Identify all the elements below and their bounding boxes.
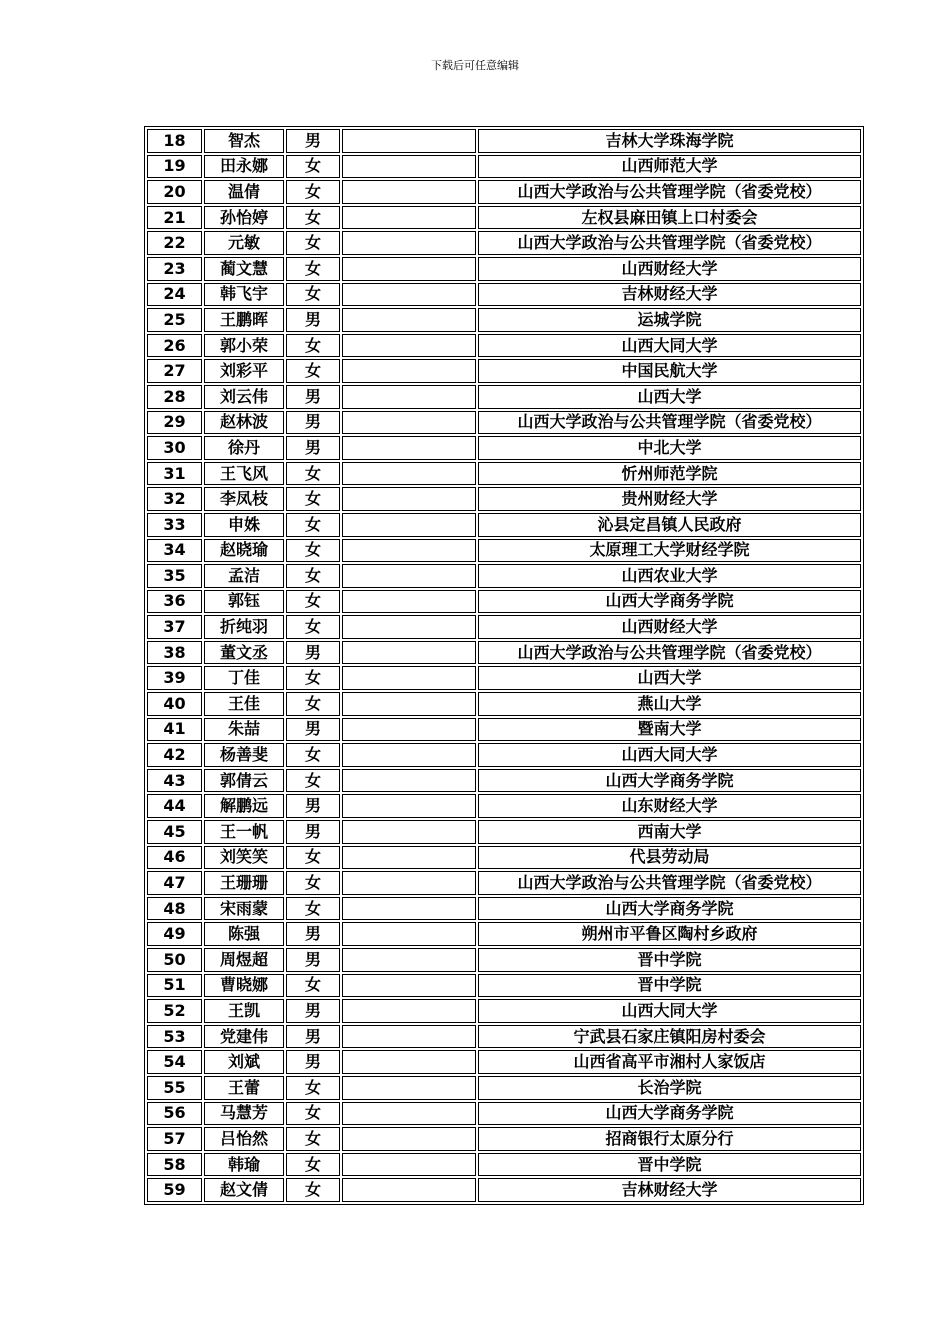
table-row — [147, 1102, 861, 1126]
organization-cell: 吉林大学珠海学院 — [478, 129, 861, 153]
name-cell: 智杰 — [204, 129, 284, 153]
name-cell: 王珊珊 — [204, 871, 284, 895]
name-cell: 党建伟 — [204, 1025, 284, 1049]
row-number-cell: 22 — [147, 231, 202, 255]
name-cell: 王飞风 — [204, 462, 284, 486]
table-row — [147, 743, 861, 767]
table-row — [147, 359, 861, 383]
blank-cell — [342, 769, 476, 793]
table-row — [147, 846, 861, 870]
blank-cell — [342, 206, 476, 230]
roster-table-container — [144, 126, 864, 1205]
name-cell: 解鹏远 — [204, 794, 284, 818]
row-number-cell: 54 — [147, 1050, 202, 1074]
row-number-cell: 59 — [147, 1178, 202, 1202]
blank-cell — [342, 411, 476, 435]
table-row — [147, 897, 861, 921]
table-row — [147, 641, 861, 665]
gender-cell: 女 — [286, 666, 340, 690]
blank-cell — [342, 180, 476, 204]
gender-cell: 女 — [286, 974, 340, 998]
organization-cell: 山西大同大学 — [478, 743, 861, 767]
gender-cell: 女 — [286, 487, 340, 511]
blank-cell — [342, 820, 476, 844]
name-cell: 韩飞宇 — [204, 283, 284, 307]
table-row — [147, 129, 861, 153]
row-number-cell: 40 — [147, 692, 202, 716]
row-number-cell: 25 — [147, 308, 202, 332]
blank-cell — [342, 743, 476, 767]
organization-cell: 贵州财经大学 — [478, 487, 861, 511]
gender-cell: 女 — [286, 769, 340, 793]
organization-cell: 朔州市平鲁区陶村乡政府 — [478, 922, 861, 946]
table-row — [147, 718, 861, 742]
gender-cell: 男 — [286, 1025, 340, 1049]
organization-cell: 山西大学政治与公共管理学院（省委党校） — [478, 411, 861, 435]
row-number-cell: 18 — [147, 129, 202, 153]
row-number-cell: 30 — [147, 436, 202, 460]
name-cell: 马慧芳 — [204, 1102, 284, 1126]
gender-cell: 女 — [286, 257, 340, 281]
organization-cell: 山西农业大学 — [478, 564, 861, 588]
table-row — [147, 308, 861, 332]
name-cell: 蔺文慧 — [204, 257, 284, 281]
table-row — [147, 487, 861, 511]
name-cell: 郭钰 — [204, 590, 284, 614]
row-number-cell: 41 — [147, 718, 202, 742]
gender-cell: 男 — [286, 999, 340, 1023]
gender-cell: 女 — [286, 180, 340, 204]
name-cell: 赵晓瑜 — [204, 539, 284, 563]
gender-cell: 女 — [286, 897, 340, 921]
table-row — [147, 257, 861, 281]
gender-cell: 女 — [286, 590, 340, 614]
gender-cell: 男 — [286, 385, 340, 409]
blank-cell — [342, 1127, 476, 1151]
table-row — [147, 1127, 861, 1151]
row-number-cell: 26 — [147, 334, 202, 358]
organization-cell: 山西大学政治与公共管理学院（省委党校） — [478, 180, 861, 204]
gender-cell: 女 — [286, 1102, 340, 1126]
organization-cell: 山西师范大学 — [478, 155, 861, 179]
row-number-cell: 38 — [147, 641, 202, 665]
organization-cell: 山西大学政治与公共管理学院（省委党校） — [478, 871, 861, 895]
blank-cell — [342, 1178, 476, 1202]
blank-cell — [342, 487, 476, 511]
gender-cell: 女 — [286, 155, 340, 179]
name-cell: 赵文倩 — [204, 1178, 284, 1202]
blank-cell — [342, 564, 476, 588]
blank-cell — [342, 794, 476, 818]
row-number-cell: 53 — [147, 1025, 202, 1049]
gender-cell: 女 — [286, 743, 340, 767]
name-cell: 韩瑜 — [204, 1153, 284, 1177]
row-number-cell: 21 — [147, 206, 202, 230]
organization-cell: 山西大学政治与公共管理学院（省委党校） — [478, 641, 861, 665]
table-row — [147, 590, 861, 614]
name-cell: 朱喆 — [204, 718, 284, 742]
organization-cell: 晋中学院 — [478, 1153, 861, 1177]
organization-cell: 吉林财经大学 — [478, 1178, 861, 1202]
row-number-cell: 20 — [147, 180, 202, 204]
gender-cell: 女 — [286, 359, 340, 383]
blank-cell — [342, 155, 476, 179]
blank-cell — [342, 1076, 476, 1100]
name-cell: 王佳 — [204, 692, 284, 716]
gender-cell: 女 — [286, 564, 340, 588]
blank-cell — [342, 897, 476, 921]
organization-cell: 太原理工大学财经学院 — [478, 539, 861, 563]
organization-cell: 忻州师范学院 — [478, 462, 861, 486]
organization-cell: 吉林财经大学 — [478, 283, 861, 307]
organization-cell: 代县劳动局 — [478, 846, 861, 870]
organization-cell: 晋中学院 — [478, 974, 861, 998]
organization-cell: 中国民航大学 — [478, 359, 861, 383]
row-number-cell: 39 — [147, 666, 202, 690]
organization-cell: 山西大学政治与公共管理学院（省委党校） — [478, 231, 861, 255]
table-row — [147, 1076, 861, 1100]
organization-cell: 西南大学 — [478, 820, 861, 844]
organization-cell: 山西财经大学 — [478, 257, 861, 281]
row-number-cell: 28 — [147, 385, 202, 409]
row-number-cell: 19 — [147, 155, 202, 179]
table-row — [147, 1153, 861, 1177]
blank-cell — [342, 641, 476, 665]
organization-cell: 宁武县石家庄镇阳房村委会 — [478, 1025, 861, 1049]
gender-cell: 男 — [286, 922, 340, 946]
roster-table — [144, 126, 864, 1205]
name-cell: 孙怡婷 — [204, 206, 284, 230]
name-cell: 王鹏晖 — [204, 308, 284, 332]
row-number-cell: 57 — [147, 1127, 202, 1151]
gender-cell: 女 — [286, 462, 340, 486]
gender-cell: 女 — [286, 539, 340, 563]
name-cell: 申姝 — [204, 513, 284, 537]
name-cell: 刘彩平 — [204, 359, 284, 383]
name-cell: 折纯羽 — [204, 615, 284, 639]
gender-cell: 女 — [286, 206, 340, 230]
gender-cell: 男 — [286, 1050, 340, 1074]
organization-cell: 晋中学院 — [478, 948, 861, 972]
blank-cell — [342, 871, 476, 895]
table-row — [147, 564, 861, 588]
row-number-cell: 32 — [147, 487, 202, 511]
table-row — [147, 180, 861, 204]
row-number-cell: 51 — [147, 974, 202, 998]
organization-cell: 山西大学 — [478, 385, 861, 409]
table-row — [147, 974, 861, 998]
row-number-cell: 24 — [147, 283, 202, 307]
table-row — [147, 666, 861, 690]
name-cell: 孟洁 — [204, 564, 284, 588]
blank-cell — [342, 436, 476, 460]
blank-cell — [342, 539, 476, 563]
name-cell: 周煜超 — [204, 948, 284, 972]
table-row — [147, 462, 861, 486]
organization-cell: 燕山大学 — [478, 692, 861, 716]
gender-cell: 男 — [286, 948, 340, 972]
blank-cell — [342, 359, 476, 383]
blank-cell — [342, 385, 476, 409]
table-row — [147, 334, 861, 358]
roster-table-body — [147, 129, 861, 1202]
name-cell: 赵林波 — [204, 411, 284, 435]
gender-cell: 女 — [286, 1153, 340, 1177]
gender-cell: 女 — [286, 513, 340, 537]
blank-cell — [342, 718, 476, 742]
row-number-cell: 29 — [147, 411, 202, 435]
blank-cell — [342, 1102, 476, 1126]
name-cell: 陈强 — [204, 922, 284, 946]
gender-cell: 男 — [286, 718, 340, 742]
blank-cell — [342, 1153, 476, 1177]
row-number-cell: 42 — [147, 743, 202, 767]
row-number-cell: 50 — [147, 948, 202, 972]
organization-cell: 山西财经大学 — [478, 615, 861, 639]
blank-cell — [342, 1025, 476, 1049]
organization-cell: 山西大同大学 — [478, 999, 861, 1023]
table-row — [147, 692, 861, 716]
table-row — [147, 999, 861, 1023]
gender-cell: 男 — [286, 794, 340, 818]
table-row — [147, 411, 861, 435]
row-number-cell: 27 — [147, 359, 202, 383]
name-cell: 刘云伟 — [204, 385, 284, 409]
page-header-note: 下载后可任意编辑 — [431, 59, 519, 72]
name-cell: 宋雨蒙 — [204, 897, 284, 921]
row-number-cell: 45 — [147, 820, 202, 844]
table-row — [147, 615, 861, 639]
row-number-cell: 47 — [147, 871, 202, 895]
table-row — [147, 1050, 861, 1074]
organization-cell: 山西大学商务学院 — [478, 769, 861, 793]
gender-cell: 男 — [286, 436, 340, 460]
gender-cell: 男 — [286, 129, 340, 153]
name-cell: 王蕾 — [204, 1076, 284, 1100]
name-cell: 刘斌 — [204, 1050, 284, 1074]
gender-cell: 男 — [286, 308, 340, 332]
name-cell: 徐丹 — [204, 436, 284, 460]
row-number-cell: 58 — [147, 1153, 202, 1177]
row-number-cell: 35 — [147, 564, 202, 588]
organization-cell: 中北大学 — [478, 436, 861, 460]
blank-cell — [342, 922, 476, 946]
name-cell: 董文丞 — [204, 641, 284, 665]
table-row — [147, 820, 861, 844]
organization-cell: 暨南大学 — [478, 718, 861, 742]
organization-cell: 左权县麻田镇上口村委会 — [478, 206, 861, 230]
blank-cell — [342, 974, 476, 998]
blank-cell — [342, 999, 476, 1023]
name-cell: 温倩 — [204, 180, 284, 204]
gender-cell: 女 — [286, 1178, 340, 1202]
blank-cell — [342, 590, 476, 614]
row-number-cell: 37 — [147, 615, 202, 639]
name-cell: 王一帆 — [204, 820, 284, 844]
row-number-cell: 33 — [147, 513, 202, 537]
blank-cell — [342, 308, 476, 332]
table-row — [147, 231, 861, 255]
table-row — [147, 1025, 861, 1049]
gender-cell: 女 — [286, 846, 340, 870]
name-cell: 吕怡然 — [204, 1127, 284, 1151]
name-cell: 元敏 — [204, 231, 284, 255]
gender-cell: 女 — [286, 1127, 340, 1151]
row-number-cell: 43 — [147, 769, 202, 793]
table-row — [147, 769, 861, 793]
table-row — [147, 385, 861, 409]
organization-cell: 山西大学商务学院 — [478, 590, 861, 614]
table-row — [147, 206, 861, 230]
row-number-cell: 44 — [147, 794, 202, 818]
table-row — [147, 513, 861, 537]
blank-cell — [342, 257, 476, 281]
row-number-cell: 46 — [147, 846, 202, 870]
name-cell: 李凤枝 — [204, 487, 284, 511]
table-row — [147, 948, 861, 972]
blank-cell — [342, 666, 476, 690]
organization-cell: 沁县定昌镇人民政府 — [478, 513, 861, 537]
name-cell: 王凯 — [204, 999, 284, 1023]
blank-cell — [342, 692, 476, 716]
organization-cell: 招商银行太原分行 — [478, 1127, 861, 1151]
gender-cell: 女 — [286, 692, 340, 716]
gender-cell: 男 — [286, 641, 340, 665]
blank-cell — [342, 283, 476, 307]
blank-cell — [342, 615, 476, 639]
table-row — [147, 539, 861, 563]
gender-cell: 女 — [286, 334, 340, 358]
row-number-cell: 52 — [147, 999, 202, 1023]
row-number-cell: 48 — [147, 897, 202, 921]
gender-cell: 女 — [286, 871, 340, 895]
blank-cell — [342, 334, 476, 358]
row-number-cell: 55 — [147, 1076, 202, 1100]
gender-cell: 男 — [286, 820, 340, 844]
organization-cell: 山西大学商务学院 — [478, 1102, 861, 1126]
table-row — [147, 283, 861, 307]
name-cell: 曹晓娜 — [204, 974, 284, 998]
gender-cell: 女 — [286, 615, 340, 639]
organization-cell: 山西大学 — [478, 666, 861, 690]
organization-cell: 长治学院 — [478, 1076, 861, 1100]
row-number-cell: 49 — [147, 922, 202, 946]
organization-cell: 山西大同大学 — [478, 334, 861, 358]
table-row — [147, 871, 861, 895]
organization-cell: 运城学院 — [478, 308, 861, 332]
gender-cell: 男 — [286, 411, 340, 435]
row-number-cell: 56 — [147, 1102, 202, 1126]
blank-cell — [342, 231, 476, 255]
name-cell: 郭小荣 — [204, 334, 284, 358]
blank-cell — [342, 513, 476, 537]
row-number-cell: 31 — [147, 462, 202, 486]
gender-cell: 女 — [286, 231, 340, 255]
row-number-cell: 36 — [147, 590, 202, 614]
table-row — [147, 1178, 861, 1202]
table-row — [147, 436, 861, 460]
name-cell: 杨善斐 — [204, 743, 284, 767]
organization-cell: 山东财经大学 — [478, 794, 861, 818]
name-cell: 丁佳 — [204, 666, 284, 690]
organization-cell: 山西大学商务学院 — [478, 897, 861, 921]
organization-cell: 山西省高平市湘村人家饭店 — [478, 1050, 861, 1074]
row-number-cell: 34 — [147, 539, 202, 563]
table-row — [147, 155, 861, 179]
row-number-cell: 23 — [147, 257, 202, 281]
blank-cell — [342, 846, 476, 870]
blank-cell — [342, 462, 476, 486]
blank-cell — [342, 1050, 476, 1074]
gender-cell: 女 — [286, 283, 340, 307]
blank-cell — [342, 948, 476, 972]
table-row — [147, 922, 861, 946]
gender-cell: 女 — [286, 1076, 340, 1100]
table-row — [147, 794, 861, 818]
name-cell: 刘笑笑 — [204, 846, 284, 870]
name-cell: 田永娜 — [204, 155, 284, 179]
blank-cell — [342, 129, 476, 153]
name-cell: 郭倩云 — [204, 769, 284, 793]
